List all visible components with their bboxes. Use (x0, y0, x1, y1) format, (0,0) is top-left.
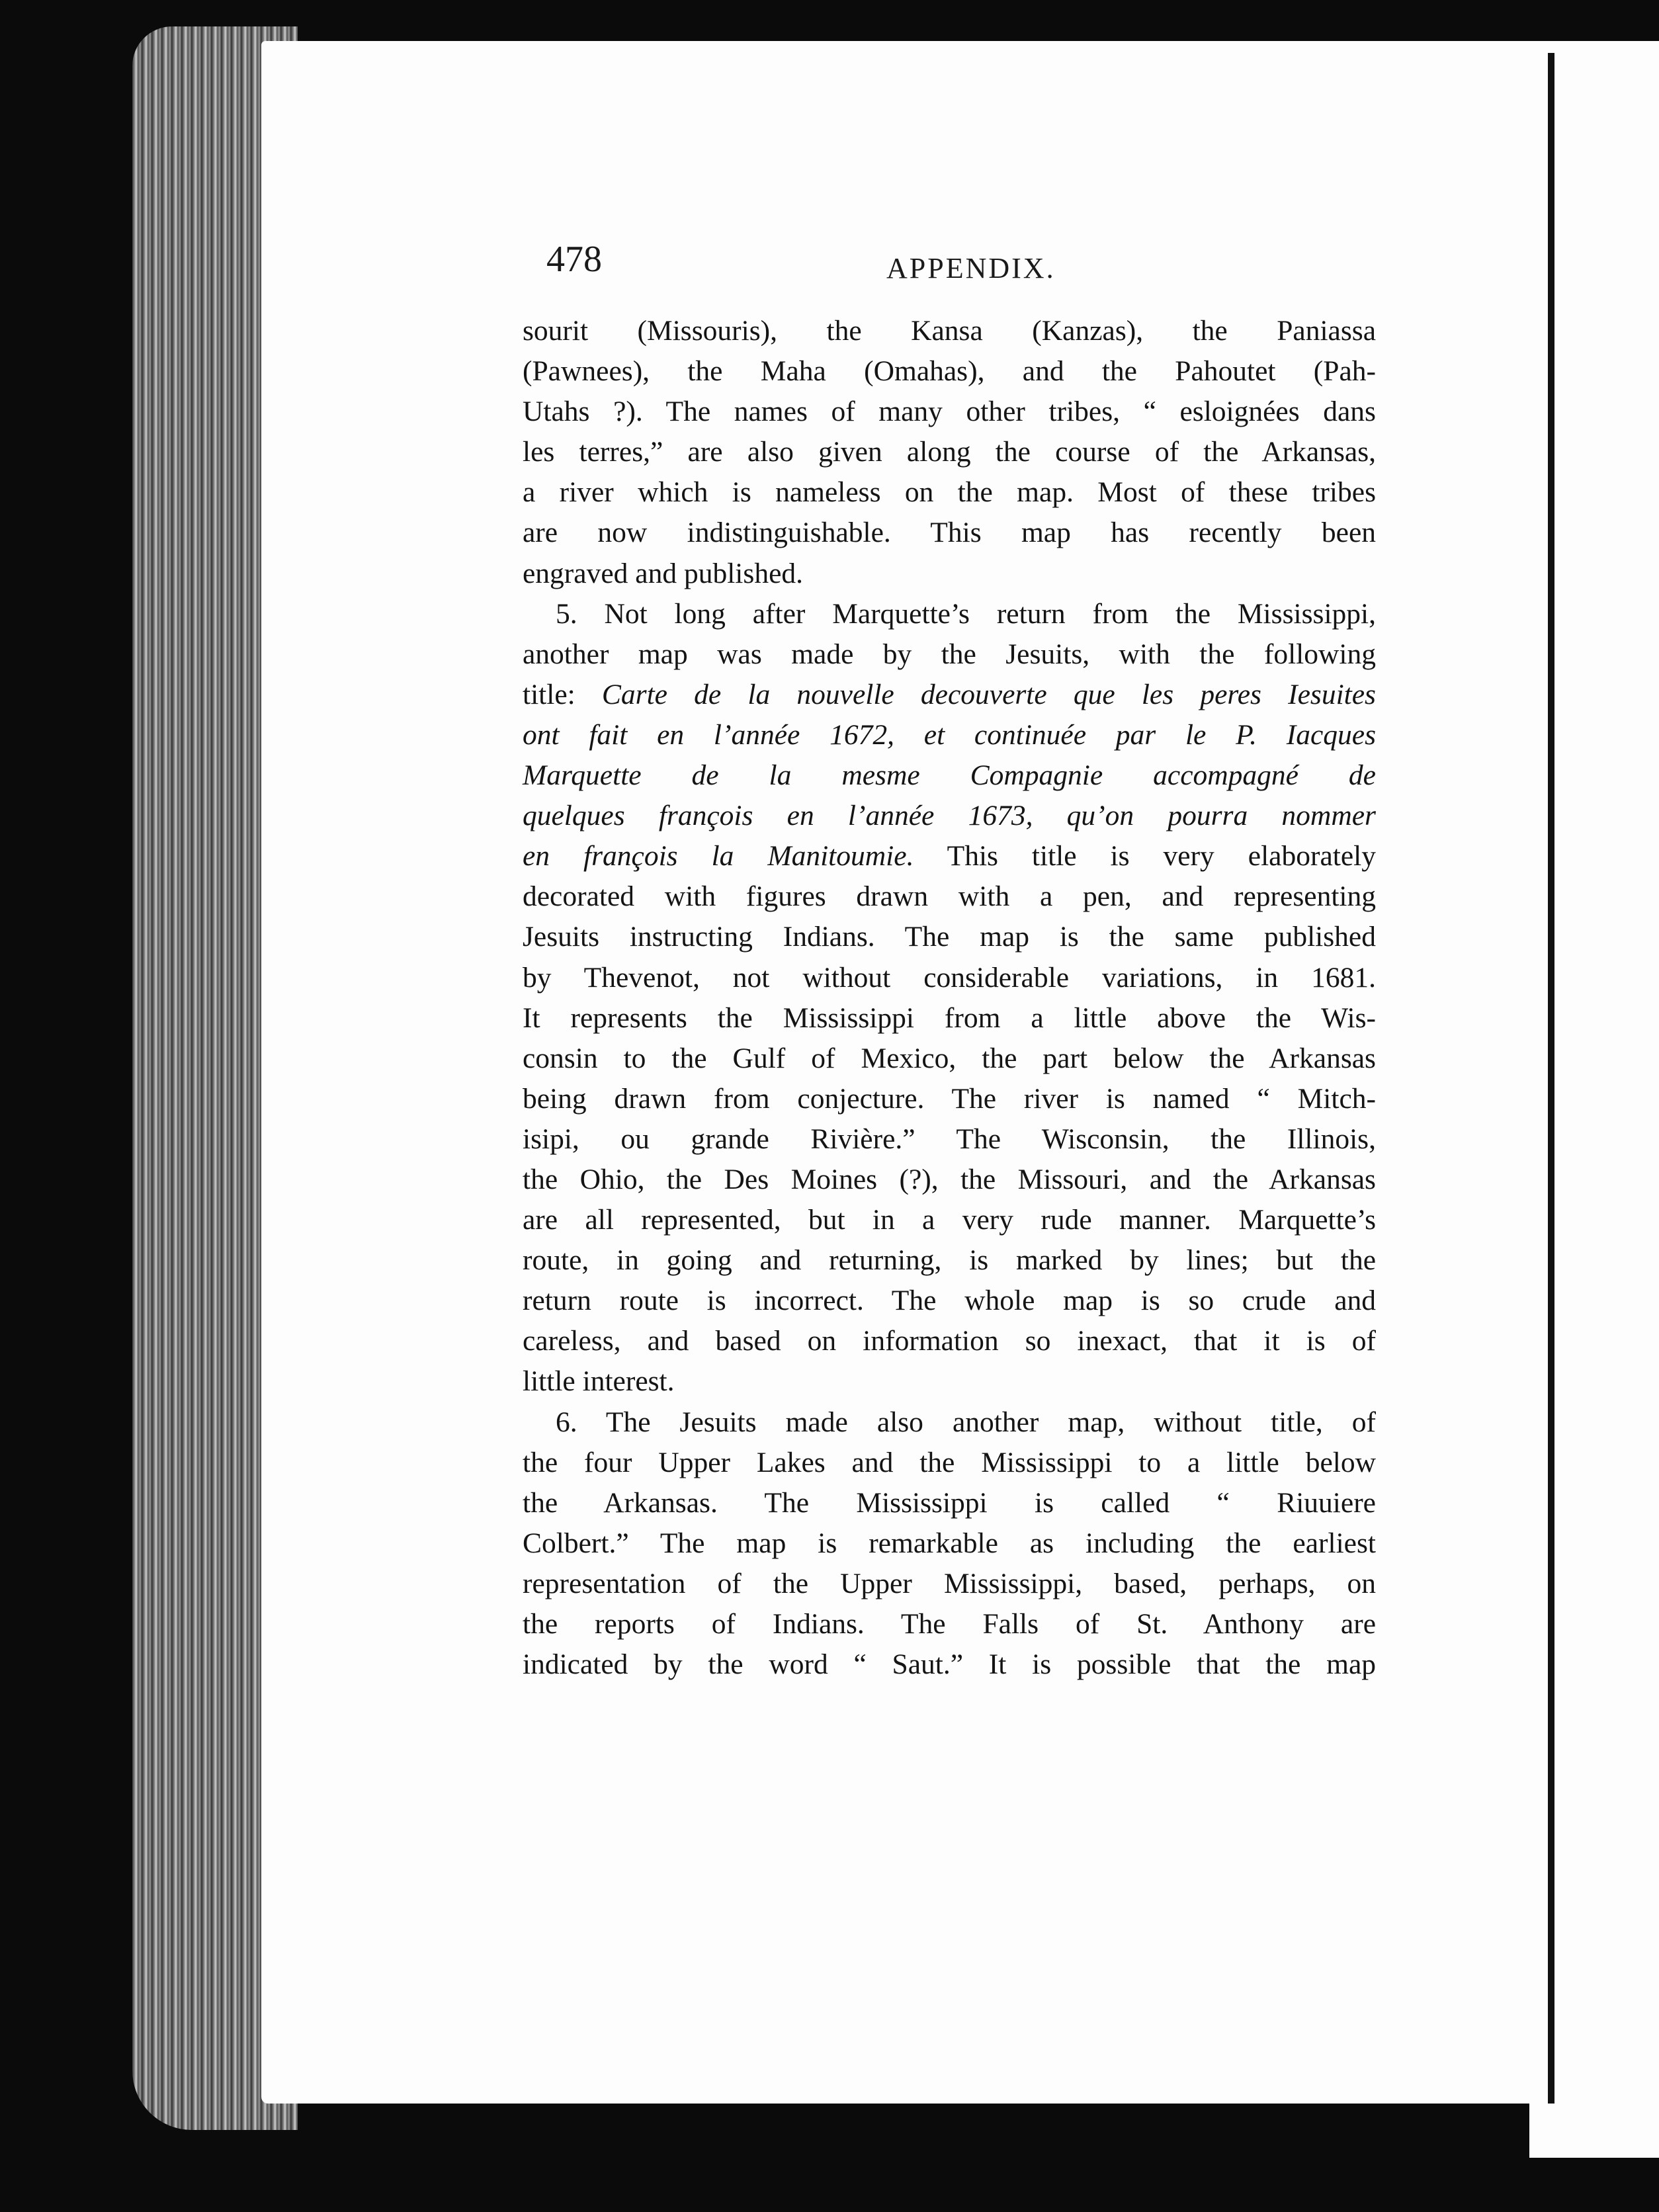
map-title-italic: quelques françois en l’année 1673, qu’on pourra nommer (523, 800, 1376, 832)
text-line (523, 836, 1376, 876)
text-line: are now indistinguishable. This map has recently been (523, 517, 1376, 549)
text-line: consin to the Gulf of Mexico, the part below the Arkansas (523, 1042, 1376, 1074)
page-number: 478 (546, 239, 602, 280)
text-line: the four Upper Lakes and the Mississippi to a little below (523, 1446, 1376, 1478)
text-line: the Arkansas. The Mississippi is called “ Riuuiere (523, 1486, 1376, 1519)
text-line: return route is incorrect. The whole map is so crude and (523, 1285, 1376, 1317)
text-fragment: This title is very elaborately (914, 840, 1376, 872)
text-line: (Pawnees), the Maha (Omahas), and the Pahoutet (Pah- (523, 355, 1376, 388)
text-line: another map was made by the Jesuits, with the following (523, 638, 1376, 670)
text-line: indicated by the word “ Saut.” It is possible that the map (523, 1648, 1376, 1681)
paragraph-6 (523, 1402, 1376, 1685)
paragraph-5 (523, 594, 1376, 1402)
title-label: title: (523, 678, 602, 710)
text-line: 5. Not long after Marquette’s return from the Mississippi, (556, 597, 1376, 630)
text-line: Colbert.” The map is remarkable as including the earliest (523, 1527, 1376, 1559)
text-line: by Thevenot, not without considerable variations, in 1681. (523, 961, 1376, 994)
text-line (523, 675, 1376, 715)
text-line: les terres,” are also given along the course of the Arkansas, (523, 436, 1376, 468)
map-title-italic: Marquette de la mesme Compagnie accompagné de (523, 759, 1376, 792)
page-gutter (1548, 53, 1554, 2104)
text-line: engraved and published. (523, 557, 803, 589)
text-line: It represents the Mississippi from a little above the Wis- (523, 1001, 1376, 1034)
text-line: careless, and based on information so inexact, that it is of (523, 1325, 1376, 1357)
map-title-italic: Carte de la nouvelle decouverte que les peres Iesuites (601, 678, 1376, 710)
text-line: the Ohio, the Des Moines (?), the Missouri, and the Arkansas (523, 1163, 1376, 1195)
running-title: APPENDIX. (886, 252, 1056, 284)
text-line: are all represented, but in a very rude manner. Marquette’s (523, 1204, 1376, 1236)
text-line: route, in going and returning, is marked by lines; but the (523, 1244, 1376, 1277)
text-line: 6. The Jesuits made also another map, without title, of (556, 1406, 1376, 1438)
text-line: Jesuits instructing Indians. The map is the same published (523, 921, 1376, 953)
text-line: sourit (Missouris), the Kansa (Kanzas), the Paniassa (523, 315, 1376, 347)
map-title-italic: en françois la Manitoumie. (523, 840, 914, 872)
map-title-italic: ont fait en l’année 1672, et continuée par le P. Iacques (523, 718, 1376, 751)
text-line: isipi, ou grande Rivière.” The Wisconsin, the Illinois, (523, 1123, 1376, 1155)
text-line: being drawn from conjecture. The river is named “ Mitch- (523, 1082, 1376, 1115)
text-line: the reports of Indians. The Falls of St. Anthony are (523, 1608, 1376, 1640)
text-line: decorated with figures drawn with a pen, and representing (523, 880, 1376, 913)
paragraph-continued (523, 311, 1376, 594)
text-line: representation of the Upper Mississippi, based, perhaps, on (523, 1567, 1376, 1599)
text-line: little interest. (523, 1365, 675, 1398)
text-line: Utahs ?). The names of many other tribes, “ esloignées dans (523, 396, 1376, 428)
text-line: a river which is nameless on the map. Most of these tribes (523, 476, 1376, 509)
body-text (523, 311, 1376, 1685)
